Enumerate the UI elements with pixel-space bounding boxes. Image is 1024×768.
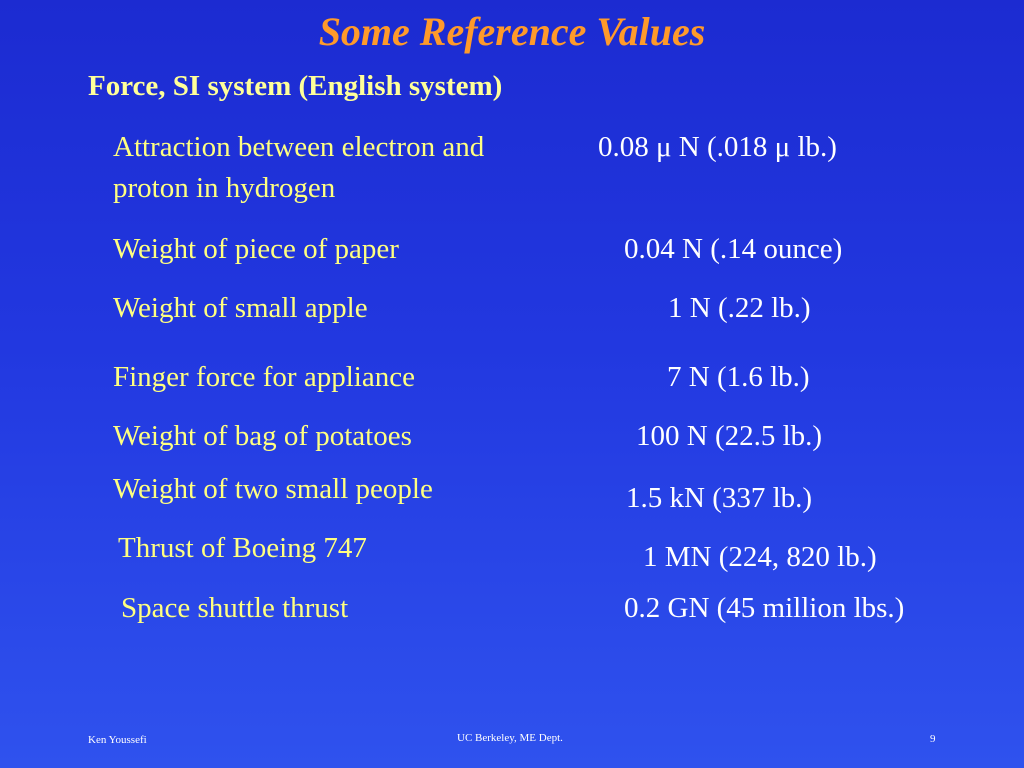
row-label-electron-proton-line2: proton in hydrogen [113,172,336,204]
slide-title: Some Reference Values [318,9,706,54]
footer-author: Ken Youssefi [88,734,147,746]
footer-page-number: 9 [930,733,936,745]
row-value-two-people: 1.5 kN (337 lb.) [626,482,813,514]
row-label-boeing: Thrust of Boeing 747 [118,532,367,564]
row-label-apple: Weight of small apple [113,292,368,324]
row-label-two-people: Weight of two small people [113,473,433,505]
row-label-electron-proton-line1: Attraction between electron and [113,131,485,163]
row-label-space-shuttle: Space shuttle thrust [121,592,349,624]
row-label-potatoes: Weight of bag of potatoes [113,420,412,452]
row-value-potatoes: 100 N (22.5 lb.) [636,420,823,452]
row-value-paper: 0.04 N (.14 ounce) [624,233,843,265]
row-value-apple: 1 N (.22 lb.) [668,292,811,324]
row-value-electron-proton: 0.08 μ N (.018 μ lb.) [598,131,837,163]
footer-department: UC Berkeley, ME Dept. [457,732,563,744]
row-value-finger-force: 7 N (1.6 lb.) [667,361,810,393]
row-label-finger-force: Finger force for appliance [113,361,415,393]
row-value-space-shuttle: 0.2 GN (45 million lbs.) [624,592,905,624]
row-value-boeing: 1 MN (224, 820 lb.) [643,541,877,573]
row-label-paper: Weight of piece of paper [113,233,399,265]
slide-subtitle: Force, SI system (English system) [88,70,503,102]
